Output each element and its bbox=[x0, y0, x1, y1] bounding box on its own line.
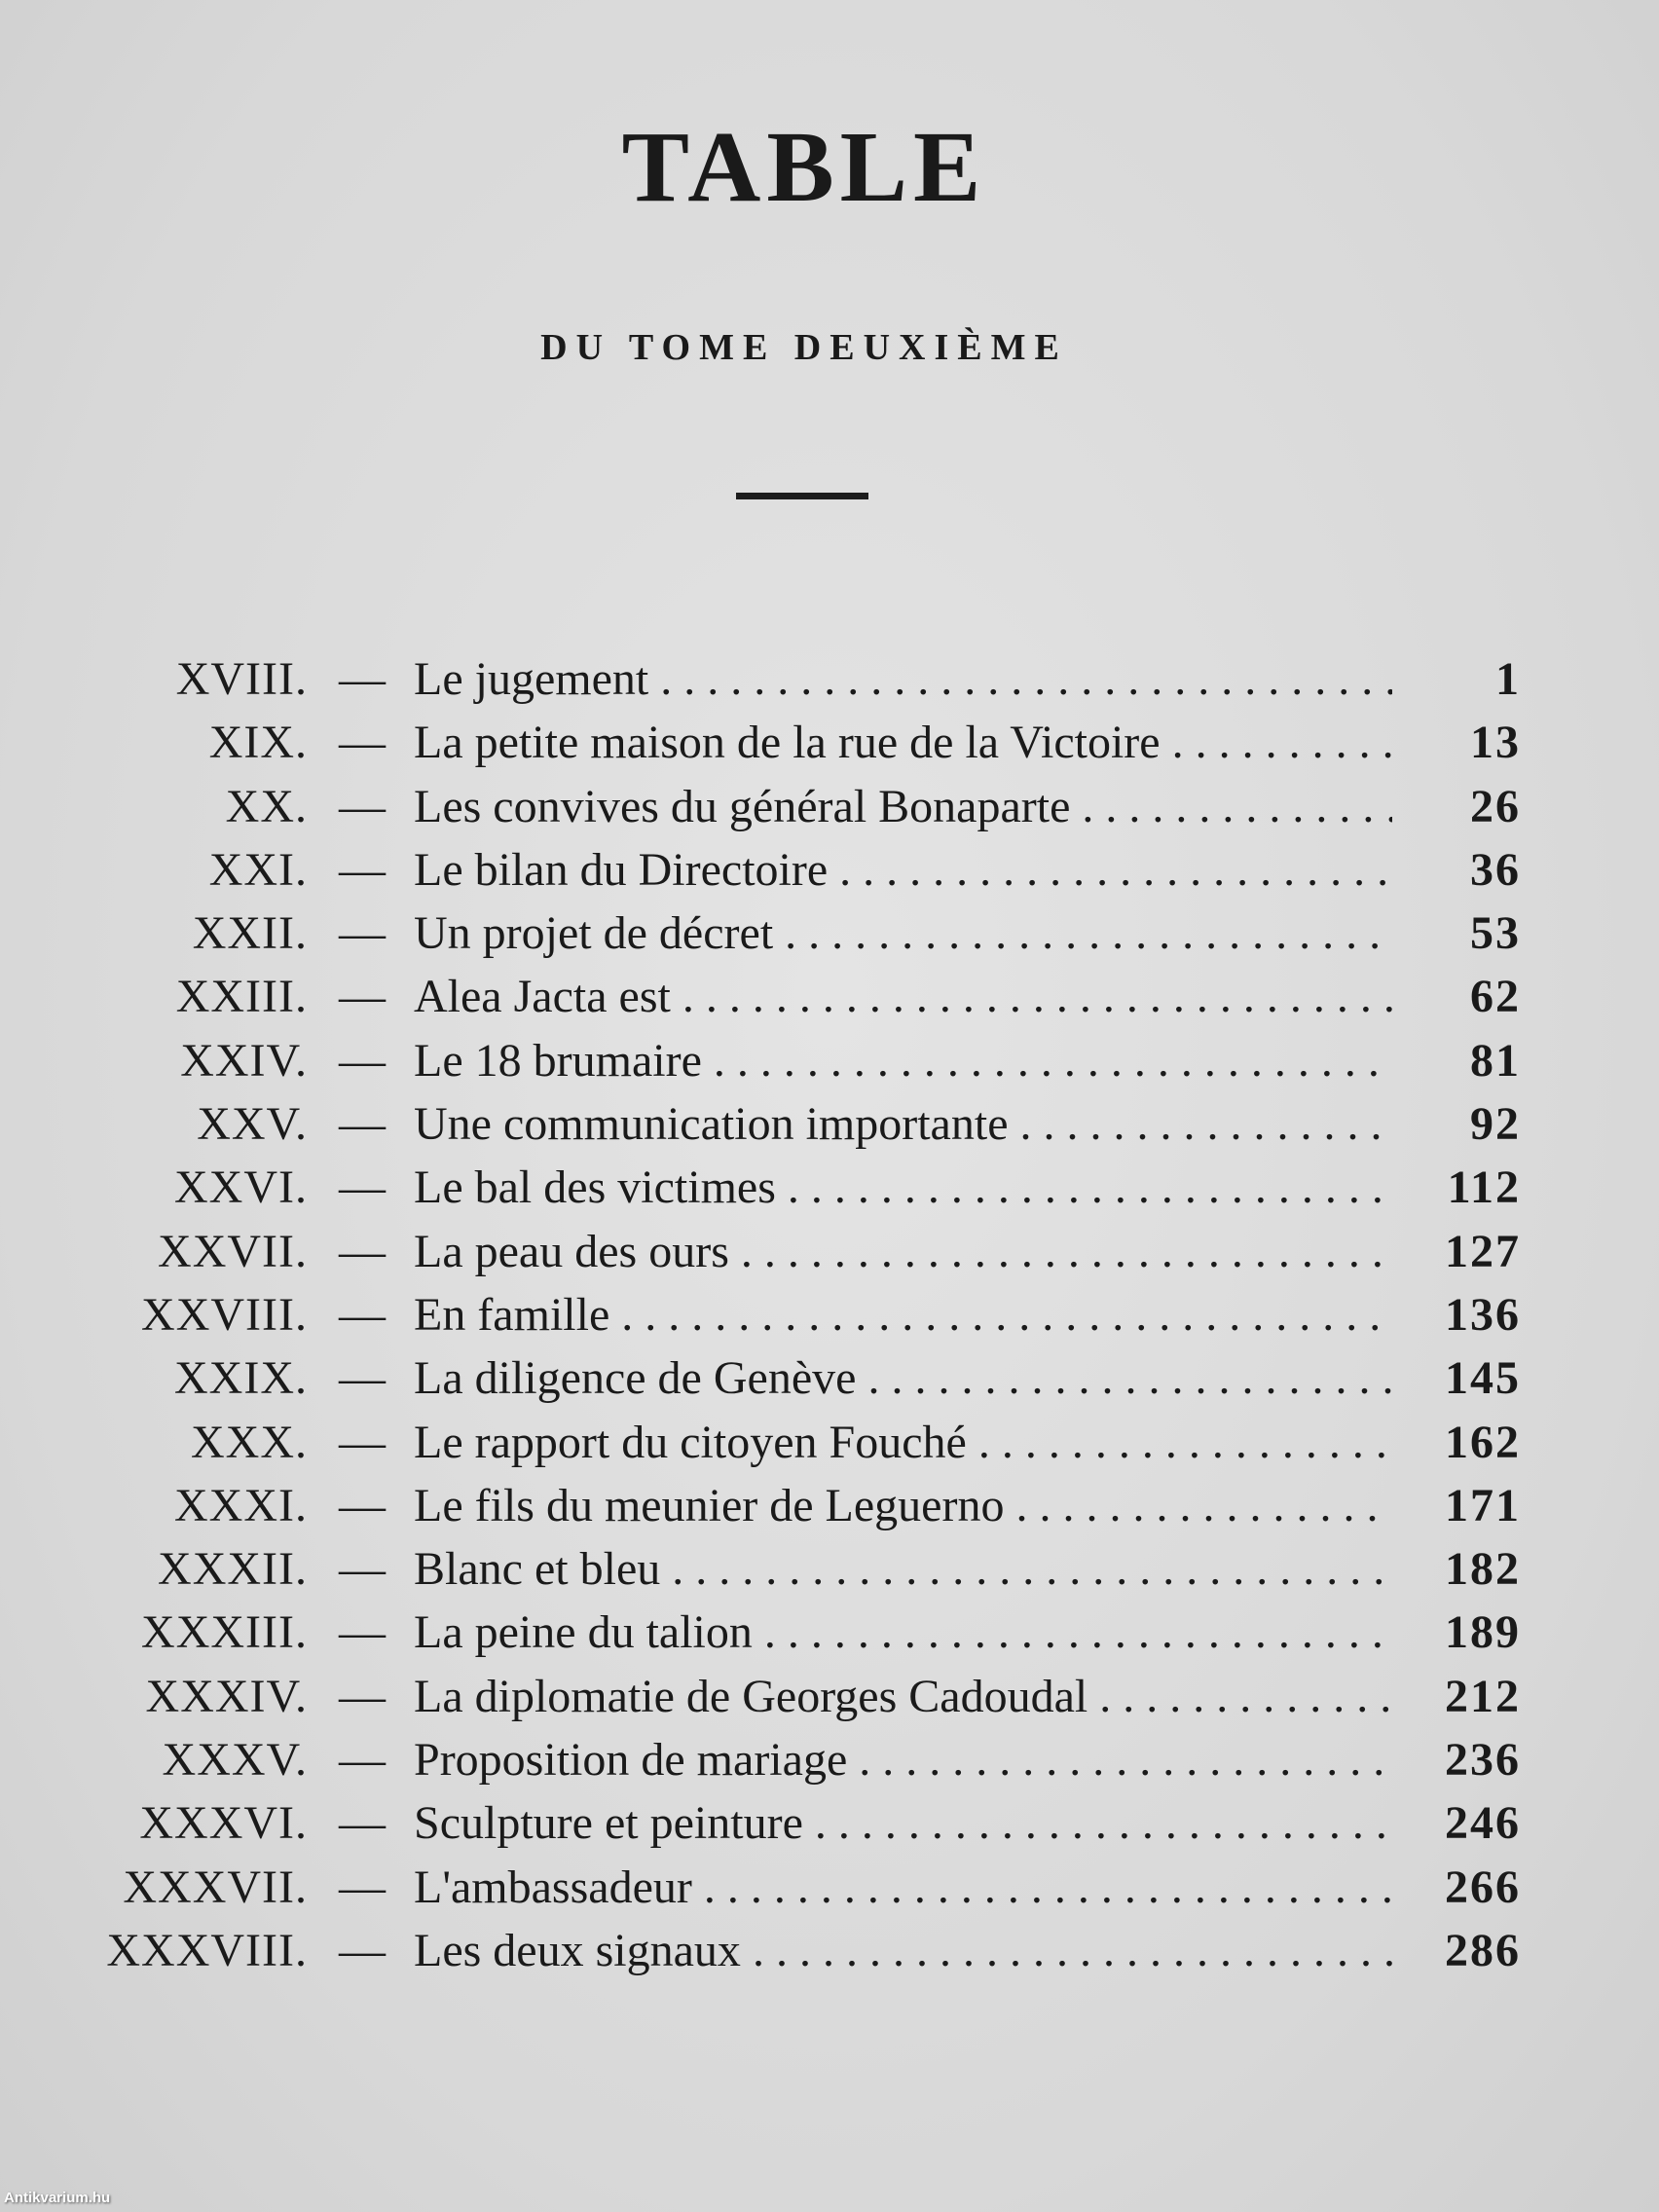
toc-entry bbox=[0, 650, 1659, 714]
page-number: 182 bbox=[1445, 1543, 1521, 1596]
separator-dash: — bbox=[339, 1416, 386, 1468]
page-number: 81 bbox=[1470, 1034, 1521, 1087]
chapter-number: XIX. bbox=[208, 717, 308, 769]
toc-entry bbox=[0, 1668, 1659, 1731]
page-number: 112 bbox=[1447, 1161, 1521, 1214]
separator-dash: — bbox=[339, 1479, 386, 1531]
toc-entry bbox=[0, 841, 1659, 904]
page-number: 92 bbox=[1470, 1098, 1521, 1151]
page-number: 62 bbox=[1470, 971, 1521, 1023]
toc-entry bbox=[0, 1349, 1659, 1413]
page-number: 26 bbox=[1470, 780, 1521, 832]
toc-entry bbox=[0, 1414, 1659, 1477]
page-number: 127 bbox=[1445, 1225, 1521, 1277]
toc-entry bbox=[0, 1159, 1659, 1222]
chapter-title: Alea Jacta est . . . bbox=[414, 968, 1392, 1026]
toc-entry bbox=[0, 1095, 1659, 1159]
separator-dash: — bbox=[339, 1098, 386, 1151]
toc-entry bbox=[0, 968, 1659, 1031]
toc-entry bbox=[0, 1604, 1659, 1667]
chapter-number: XXXIII. bbox=[141, 1606, 308, 1659]
toc-entry bbox=[0, 778, 1659, 841]
separator-dash: — bbox=[339, 1606, 386, 1659]
chapter-title: Le 18 brumaire . . . bbox=[414, 1032, 1392, 1090]
chapter-title: Blanc et bleu . . . bbox=[414, 1540, 1392, 1599]
separator-dash: — bbox=[339, 780, 386, 832]
toc-entry bbox=[0, 1794, 1659, 1858]
page-number: 53 bbox=[1470, 907, 1521, 960]
chapter-title: Sculpture et peinture . . . bbox=[414, 1794, 1392, 1853]
separator-dash: — bbox=[339, 1352, 386, 1405]
page-number: 171 bbox=[1445, 1479, 1521, 1531]
page-number: 36 bbox=[1470, 843, 1521, 896]
page-number: 266 bbox=[1445, 1861, 1521, 1913]
chapter-number: XXXIV. bbox=[145, 1670, 308, 1722]
separator-dash: — bbox=[339, 717, 386, 769]
chapter-title: Un projet de décret . . . bbox=[414, 904, 1392, 963]
chapter-number: XXIV. bbox=[180, 1034, 308, 1087]
page-number: 145 bbox=[1445, 1352, 1521, 1405]
chapter-title: Le bilan du Directoire . . . bbox=[414, 841, 1392, 900]
toc-entry bbox=[0, 1922, 1659, 1985]
chapter-number: XXXVI. bbox=[139, 1797, 308, 1850]
chapter-number: XXVIII. bbox=[141, 1288, 308, 1341]
page-number: 212 bbox=[1445, 1670, 1521, 1722]
chapter-title: Le rapport du citoyen Fouché . . . bbox=[414, 1414, 1392, 1472]
table-of-contents bbox=[0, 650, 1659, 1985]
chapter-title: Les deux signaux . . . bbox=[414, 1922, 1392, 1980]
separator-dash: — bbox=[339, 1861, 386, 1913]
separator-dash: — bbox=[339, 653, 386, 705]
chapter-number: XXXVII. bbox=[123, 1861, 308, 1913]
toc-entry bbox=[0, 1540, 1659, 1604]
watermark: Antikvarium.hu bbox=[4, 2190, 111, 2206]
toc-entry bbox=[0, 904, 1659, 968]
chapter-title: En famille . . . bbox=[414, 1286, 1392, 1345]
chapter-number: XXXII. bbox=[158, 1543, 308, 1596]
chapter-number: XX. bbox=[225, 780, 308, 832]
chapter-number: XXI. bbox=[208, 843, 308, 896]
chapter-title: La petite maison de la rue de la Victoire . . . bbox=[414, 714, 1392, 772]
separator-dash: — bbox=[339, 1225, 386, 1277]
separator-dash: — bbox=[339, 1797, 386, 1850]
separator-dash: — bbox=[339, 1670, 386, 1722]
separator-dash: — bbox=[339, 1734, 386, 1787]
chapter-number: XXV. bbox=[197, 1098, 308, 1151]
toc-entry bbox=[0, 714, 1659, 777]
toc-entry bbox=[0, 1032, 1659, 1095]
toc-entry bbox=[0, 1286, 1659, 1349]
separator-dash: — bbox=[339, 1924, 386, 1976]
page-number: 286 bbox=[1445, 1924, 1521, 1976]
chapter-title: Le fils du meunier de Leguerno . . . bbox=[414, 1477, 1392, 1535]
separator-dash: — bbox=[339, 907, 386, 960]
chapter-number: XXIX. bbox=[174, 1352, 308, 1405]
chapter-title: La peine du talion . . . bbox=[414, 1604, 1392, 1662]
divider-rule bbox=[736, 493, 868, 499]
chapter-title: Le jugement . . . bbox=[414, 650, 1392, 709]
chapter-number: XXXVIII. bbox=[106, 1924, 308, 1976]
toc-entry bbox=[0, 1223, 1659, 1286]
page-title: TABLE bbox=[621, 111, 987, 223]
chapter-number: XXVI. bbox=[174, 1161, 308, 1214]
chapter-title: Proposition de mariage . . . bbox=[414, 1731, 1392, 1789]
chapter-number: XXXV. bbox=[162, 1734, 308, 1787]
chapter-title: Le bal des victimes . . . bbox=[414, 1159, 1392, 1217]
chapter-number: XXII. bbox=[192, 907, 308, 960]
chapter-number: XVIII. bbox=[175, 653, 308, 705]
separator-dash: — bbox=[339, 1543, 386, 1596]
chapter-number: XXX. bbox=[191, 1416, 308, 1468]
separator-dash: — bbox=[339, 843, 386, 896]
toc-entry bbox=[0, 1859, 1659, 1922]
page-number: 162 bbox=[1445, 1416, 1521, 1468]
page-number: 236 bbox=[1445, 1734, 1521, 1787]
chapter-number: XXVII. bbox=[158, 1225, 308, 1277]
chapter-title: La peau des ours . . . bbox=[414, 1223, 1392, 1281]
chapter-title: La diligence de Genève . . . bbox=[414, 1349, 1392, 1408]
page-subtitle: DU TOME DEUXIÈME bbox=[540, 327, 1068, 368]
chapter-title: La diplomatie de Georges Cadoudal . . . bbox=[414, 1668, 1392, 1726]
toc-entry bbox=[0, 1477, 1659, 1540]
chapter-number: XXXI. bbox=[174, 1479, 308, 1531]
separator-dash: — bbox=[339, 1034, 386, 1087]
separator-dash: — bbox=[339, 1288, 386, 1341]
toc-entry bbox=[0, 1731, 1659, 1794]
page-number: 246 bbox=[1445, 1797, 1521, 1850]
chapter-title: Une communication importante . . . bbox=[414, 1095, 1392, 1154]
chapter-title: L'ambassadeur . . . bbox=[414, 1859, 1392, 1917]
chapter-number: XXIII. bbox=[175, 971, 308, 1023]
separator-dash: — bbox=[339, 1161, 386, 1214]
page-number: 1 bbox=[1495, 653, 1521, 705]
chapter-title: Les convives du général Bonaparte . . . bbox=[414, 778, 1392, 836]
page-number: 13 bbox=[1470, 717, 1521, 769]
page-number: 189 bbox=[1445, 1606, 1521, 1659]
page-number: 136 bbox=[1445, 1288, 1521, 1341]
separator-dash: — bbox=[339, 971, 386, 1023]
